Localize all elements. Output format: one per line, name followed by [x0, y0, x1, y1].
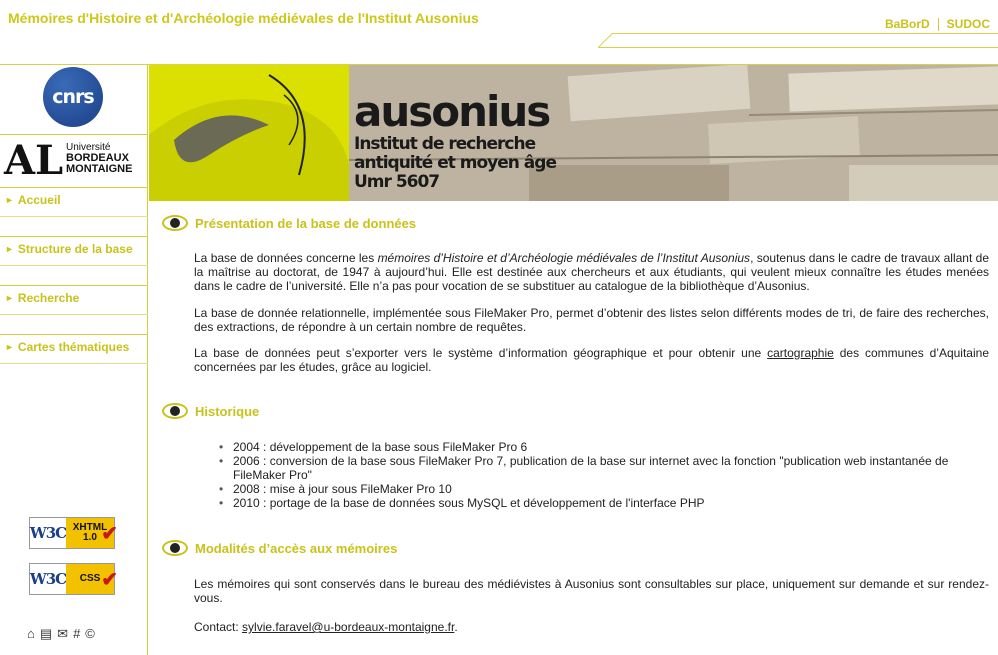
w3c-logo: W3C [30, 518, 66, 548]
ubm-line2: BORDEAUX [66, 152, 129, 164]
text-span: La base de données concerne les [194, 251, 378, 265]
header-rule-lower [598, 47, 998, 48]
checkmark-icon: ✔ [101, 569, 118, 591]
text-span: . [454, 620, 458, 634]
sidebar-item-label: Recherche [17, 291, 80, 305]
sudoc-link[interactable]: SUDOC [946, 17, 990, 31]
nav-underline [0, 363, 148, 364]
sidebar-item-label: Cartes thématiques [17, 340, 130, 354]
home-icon[interactable]: ⌂ [27, 626, 35, 641]
banner-title: ausonius [354, 87, 550, 136]
ubm-logo[interactable] [0, 134, 148, 186]
w3c-css-badge[interactable] [29, 563, 118, 595]
header-rule-diag [598, 33, 613, 48]
text-span: La base de données peut s’exporter vers le système d’information géographique et pour obtenir une [194, 346, 768, 360]
section-title: Présentation de la base de données [195, 215, 417, 231]
contact-email-link[interactable]: sylvie.faravel@u-bordeaux-montaigne.fr [242, 620, 455, 634]
badge-kind: CSS [66, 564, 114, 594]
copyright-icon[interactable]: © [85, 626, 95, 641]
nav-underline [0, 265, 148, 266]
banner-subtitle [354, 135, 556, 192]
cartographie-link[interactable]: cartographie [767, 346, 834, 360]
cnrs-logo[interactable] [43, 67, 103, 127]
cnrs-logo-text: cnrs [52, 86, 94, 108]
header-rule-mid [612, 33, 870, 34]
text-span: des communes d’Aquitaine concernées par les études, grâce au logiciel. [194, 346, 989, 374]
ausonius-banner [149, 65, 998, 201]
list-item: • 2004 : développement de la base sous FileMaker Pro 6 [219, 440, 989, 454]
banner-subtitle-line2: antiquité et moyen âge [354, 153, 556, 173]
site-title: Mémoires d'Histoire et d'Archéologie médiévales de l'Institut Ausonius [8, 10, 479, 26]
sidebar-item-cartes[interactable] [0, 334, 148, 383]
nav-underline [0, 216, 148, 217]
arrow-right-icon: ► [5, 293, 14, 303]
text-span: , soutenus dans le cadre de travaux allant de la maîtrise au doctorat, de 1947 à aujourd’hui. Elle est destinée aux chercheurs et aux étudiants, qui veulent mieux connaître les études menées dans le cadre de l’université. Elle n’a pas pour vocation de se substituer au catalogue de la bibliothèque d’Ausonius. [194, 251, 989, 293]
section-title: Modalités d’accès aux mémoires [195, 540, 398, 556]
historique-list [219, 440, 989, 510]
sidebar-item-accueil[interactable] [0, 187, 148, 236]
banner-subtitle-line3: Umr 5607 [354, 172, 440, 192]
accessibility-icons [27, 626, 95, 642]
nav-underline [0, 314, 148, 315]
mail-icon[interactable]: ✉ [57, 626, 69, 641]
italic-title: mémoires d’Histoire et d’Archéologie médiévales de l’Institut Ausonius [377, 251, 751, 265]
ubm-mark-icon: AL [4, 137, 64, 184]
print-icon[interactable]: ▤ [39, 626, 53, 641]
sidebar-item-label: Structure de la base [17, 242, 133, 256]
presentation-paragraph-3 [194, 346, 989, 374]
ubm-logo-text [66, 142, 132, 175]
arrow-right-icon: ► [5, 342, 14, 352]
babord-link[interactable]: BaBorD [884, 17, 930, 31]
hash-icon[interactable]: # [73, 626, 81, 641]
header-rule-upper [870, 33, 998, 34]
presentation-paragraph-2: La base de donnée relationnelle, implémentée sous FileMaker Pro, permet d’obtenir des listes selon différents modes de tri, de faire des recherches, des extractions, de répondre à un certain nombre de requêtes. [194, 306, 989, 334]
section-historique-header [162, 403, 259, 419]
sidebar-nav [0, 187, 148, 383]
top-links [877, 17, 998, 31]
eye-icon [162, 215, 188, 231]
section-title: Historique [195, 403, 260, 419]
list-item: • 2006 : conversion de la base sous FileMaker Pro 7, publication de la base sur internet avec la fonction "publication web instantanée de FileMaker Pro" [219, 454, 989, 482]
eye-icon [162, 403, 188, 419]
badge-kind: XHTML 1.0 [66, 518, 114, 548]
sidebar-item-label: Accueil [17, 193, 61, 207]
contact-label: Contact: [194, 620, 243, 634]
banner-subtitle-line1: Institut de recherche [354, 134, 536, 154]
sidebar-item-structure[interactable] [0, 236, 148, 285]
banner-artwork [149, 65, 998, 201]
contact-line [194, 620, 989, 634]
w3c-xhtml-badge[interactable] [29, 517, 118, 549]
presentation-paragraph-1 [194, 251, 989, 293]
section-modalites-header [162, 540, 397, 556]
ubm-line3: MONTAIGNE [66, 163, 133, 175]
list-item: • 2010 : portage de la base de données sous MySQL et développement de l'interface PHP [219, 496, 989, 510]
ubm-line1: Université [66, 142, 111, 153]
arrow-right-icon: ► [5, 244, 14, 254]
modalites-paragraph: Les mémoires qui sont conservés dans le bureau des médiévistes à Ausonius sont consultables sur place, uniquement sur demande et sur rendez-vous. [194, 577, 989, 605]
w3c-logo: W3C [30, 564, 66, 594]
checkmark-icon: ✔ [101, 523, 118, 545]
arrow-right-icon: ► [5, 195, 14, 205]
eye-icon [162, 540, 188, 556]
sidebar-item-recherche[interactable] [0, 285, 148, 334]
sidebar [0, 64, 148, 655]
list-item: • 2008 : mise à jour sous FileMaker Pro 10 [219, 482, 989, 496]
section-presentation-header [162, 215, 416, 231]
